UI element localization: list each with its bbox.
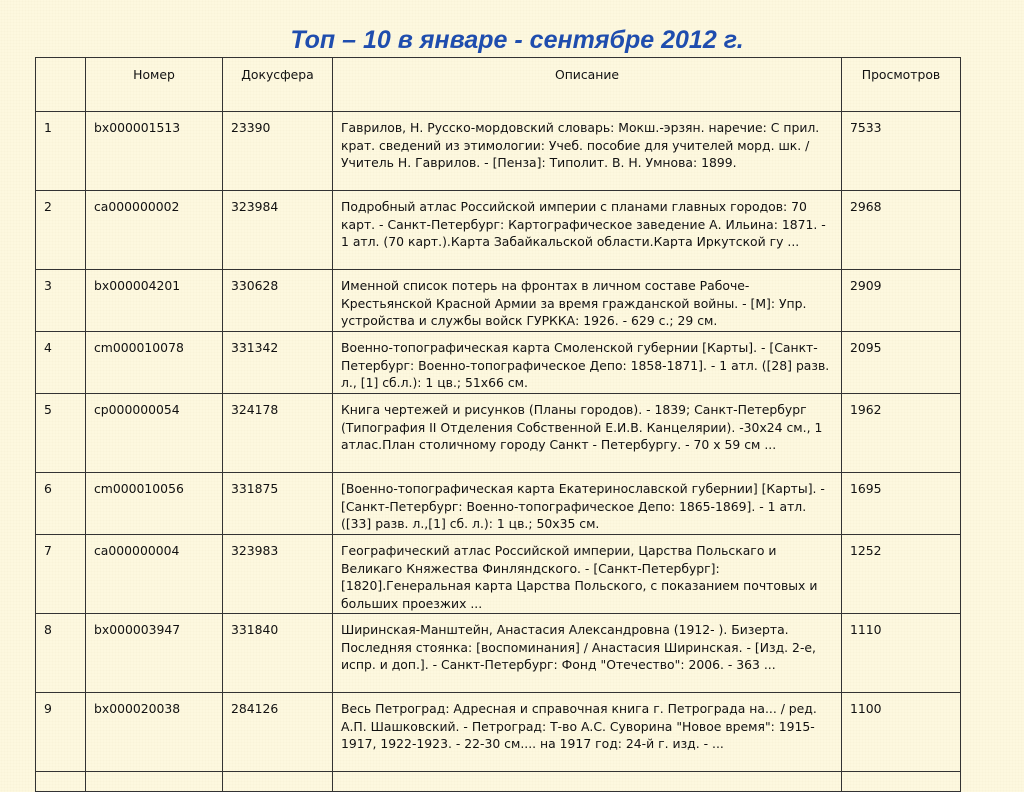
table-body	[36, 112, 961, 792]
cell-number: cm000010056	[86, 473, 223, 535]
cell-views: 2968	[842, 191, 961, 270]
cell-number: ca000000004	[86, 535, 223, 614]
cell-docusphere: 331342	[223, 332, 333, 394]
table-row	[36, 693, 961, 772]
cell-description	[333, 772, 842, 792]
cell-docusphere: 331875	[223, 473, 333, 535]
cell-description: Военно-топографическая карта Смоленской губернии [Карты]. - [Санкт-Петербург: Военно-топографическое Депо: 1858-1871]. - 1 атл. ([28] разв. л., [1] сб.л.): 1 цв.; 51x66 см.	[333, 332, 842, 394]
cell-index	[36, 772, 86, 792]
cell-docusphere: 331840	[223, 614, 333, 693]
table-row	[36, 270, 961, 332]
cell-index: 8	[36, 614, 86, 693]
cell-description: Гаврилов, Н. Русско-мордовский словарь: Мокш.-эрзян. наречие: С прил. крат. сведений из этимологии: Учеб. пособие для учителей морд. шк. / Учитель Н. Гаврилов. - [Пенза]: Типолит. В. Н. Умнова: 1899.	[333, 112, 842, 191]
table-row	[36, 191, 961, 270]
cell-docusphere: 323984	[223, 191, 333, 270]
cell-index: 1	[36, 112, 86, 191]
cell-number: bx000020038	[86, 693, 223, 772]
table-row	[36, 473, 961, 535]
cell-docusphere: 330628	[223, 270, 333, 332]
cell-description: Весь Петроград: Адресная и справочная книга г. Петрограда на... / ред. А.П. Шашковский. - Петроград: Т-во А.С. Суворина "Новое время": 1915-1917, 1922-1923. - 22-30 см.... на 1917 год: 24-й г. изд. - ...	[333, 693, 842, 772]
cell-docusphere: 324178	[223, 394, 333, 473]
table-row	[36, 112, 961, 191]
table-row	[36, 535, 961, 614]
cell-docusphere: 284126	[223, 693, 333, 772]
cell-views	[842, 772, 961, 792]
cell-index: 5	[36, 394, 86, 473]
header-description: Описание	[333, 58, 842, 112]
cell-number: cp000000054	[86, 394, 223, 473]
table-row	[36, 332, 961, 394]
cell-views: 1695	[842, 473, 961, 535]
table-row-partial	[36, 772, 961, 792]
cell-views: 7533	[842, 112, 961, 191]
cell-description: Подробный атлас Российской империи с планами главных городов: 70 карт. - Санкт-Петербург: Картографическое заведение А. Ильина: 1871. - 1 атл. (70 карт.).Карта Забайкальской области.Карта Иркутской гу ...	[333, 191, 842, 270]
cell-index: 4	[36, 332, 86, 394]
table-row	[36, 394, 961, 473]
cell-index: 3	[36, 270, 86, 332]
top10-table	[35, 57, 961, 792]
table-header-row	[36, 58, 961, 112]
cell-views: 1100	[842, 693, 961, 772]
cell-number: cm000010078	[86, 332, 223, 394]
cell-description: Именной список потерь на фронтах в личном составе Рабоче-Крестьянской Красной Армии за время гражданской войны. - [М]: Упр. устройства и службы войск ГУРККА: 1926. - 629 с.; 29 см.	[333, 270, 842, 332]
cell-docusphere	[223, 772, 333, 792]
header-views: Просмотров	[842, 58, 961, 112]
cell-views: 1962	[842, 394, 961, 473]
cell-number: bx000004201	[86, 270, 223, 332]
cell-description: Географический атлас Российской империи, Царства Польскаго и Великаго Княжества Финляндского. - [Санкт-Петербург]: [1820].Генеральная карта Царства Польского, с показанием почтовых и больших проезжих ...	[333, 535, 842, 614]
cell-number	[86, 772, 223, 792]
cell-views: 2909	[842, 270, 961, 332]
cell-description: Ширинская-Манштейн, Анастасия Александровна (1912- ). Бизерта. Последняя стоянка: [воспоминания] / Анастасия Ширинская. - [Изд. 2-е, испр. и доп.]. - Санкт-Петербург: Фонд "Отечество": 2006. - 363 ...	[333, 614, 842, 693]
header-number: Номер	[86, 58, 223, 112]
cell-views: 1110	[842, 614, 961, 693]
header-index	[36, 58, 86, 112]
cell-index: 6	[36, 473, 86, 535]
table-row	[36, 614, 961, 693]
cell-docusphere: 323983	[223, 535, 333, 614]
cell-number: ca000000002	[86, 191, 223, 270]
cell-number: bx000001513	[86, 112, 223, 191]
cell-index: 2	[36, 191, 86, 270]
cell-docusphere: 23390	[223, 112, 333, 191]
cell-views: 1252	[842, 535, 961, 614]
cell-index: 9	[36, 693, 86, 772]
page-title: Топ – 10 в январе - сентябре 2012 г.	[290, 26, 744, 54]
cell-description: Книга чертежей и рисунков (Планы городов). - 1839; Санкт-Петербург (Типография II Отделения Собственной Е.И.В. Канцелярии). -30x24 см., 1 атлас.План столичному городу Санкт - Петербургу. - 70 x 59 см ...	[333, 394, 842, 473]
header-docusphere: Докусфера	[223, 58, 333, 112]
cell-number: bx000003947	[86, 614, 223, 693]
cell-description: [Военно-топографическая карта Екатеринославской губернии] [Карты]. - [Санкт-Петербург: Военно-топографическое Депо: 1865-1869]. - 1 атл. ([33] разв. л.,[1] сб. л.): 1 цв.; 50x35 см.	[333, 473, 842, 535]
cell-index: 7	[36, 535, 86, 614]
cell-views: 2095	[842, 332, 961, 394]
